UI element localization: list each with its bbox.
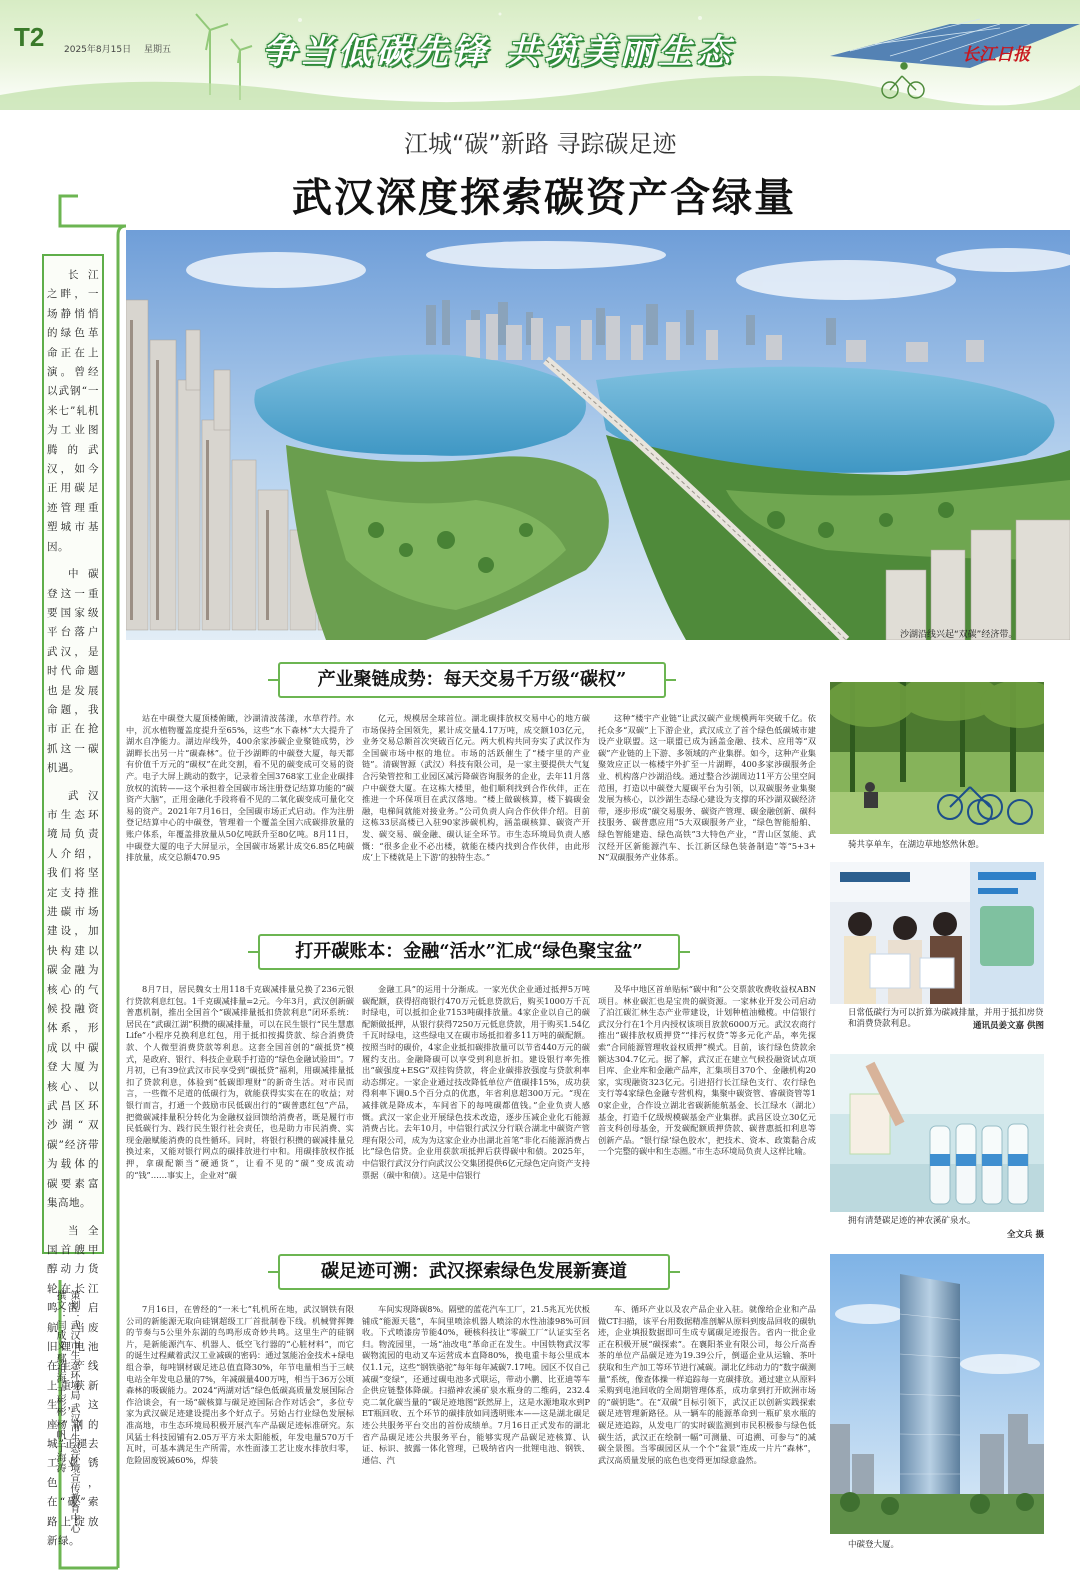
section-1-column-2-text: 亿元，规模居全球首位。湖北碳排放权交易中心的地方碳市场保持全国领先，累计成交量4.17万吨，成交额103亿元，业务交易总额首次突破百亿元。两大机构共同夯实了武汉作为全国碳市场中枢的地位。市场的活跃催生了“楼宇里的产业链”。清碳智源（武汉）科技有限公司，是一家主要提供大气复合污染管控和工业园区减污降碳咨询服务的企业，去年11月落户中碳登大厦。在这栋大楼里，他们顺利找到合作伙伴，正在推进一个环保项目在武汉落地。“楼上做碳核算，楼下搞碳金融，电梯间就能对接业务。”公司负责人向合作伙伴介绍。目前这栋33层高楼已入驻90家涉碳机构，涵盖碳核算、碳资产开发、碳交易、碳金融、碳认证全环节。市生态环境局负责人感慨：“很多企业不必出楼，就能在楼内找到合作伙伴，由此形成‘上下楼就是上下游’的独特生态。” xyxy=(362,713,590,863)
section-title: 争当低碳先锋 共筑美丽生态 xyxy=(262,32,734,72)
section-3-column-3 xyxy=(598,1304,816,1568)
section-2-column-3-text: 及华中地区首单贴标“碳中和”公交票款收费收益权ABN项目。林业碳汇也是宝贵的碳资源。一家林业开发公司启动了泊江碳汇林生态产业带建设，计划种植油橄榄。中信银行武汉分行在1个月内授权该项目放款6000万元。武汉农商行推出“碳排放权质押贷”“排污权贷”等多元化产品，率先探索“合同能源管理收益权质押”模式。目前，该行绿色贷款余额达304.7亿元。据了解，武汉正在建立气候投融资试点项目库、企业库和金融产品库，汇集项目370个、金融机构20家，实现融资323亿元。引进招行长江绿色支行、农行绿色支行等4家绿色金融专营机构，集聚中碳资管、睿碳资管等10家企业，合作设立湖北省碳新能航基金、长江绿水（湖北）基金，打造千亿级规模碳基金产业集群。武昌区设立30亿元首支科创母基金，开发碳配额质押贷款、碳普惠抵扣利息等创新产品。“银行绿‘绿色胶水’，把技术、资本、政策黏合成一个完整的碳中和生态圈。”市生态环境局负责人这样比喻。 xyxy=(598,984,816,1157)
photo-carbon-registry-tower-illustration xyxy=(830,1254,1044,1534)
photo-mineral-water xyxy=(830,1054,1044,1212)
section-1-column-1-text: 站在中碳登大厦顶楼俯瞰，沙湖清波荡漾，水草荇荇。水中，沉水植物覆盖度提升至65%，这些“水下森林”大大提升了湖水自净能力。湖边岸线外，400余家涉碳企业聚链成势，沙湖畔长出另一片“碳森林”。位于沙湖畔的中碳登大厦，每天都有价值千万元的“碳权”在此交割，看不见的碳变成可交易的资产。电子大屏上跳动的数字，记录着全国3768家工业企业碳排放权的流转——这个承担着全国碳市场注册登记结算功能的“碳资产大脑”，正用金融化手段将看不见的二氧化碳变成可量化交易的资产。2021年7月16日，全国碳市场正式启动。作为注册登记结算中心的中碳登，管理着一个覆盖全国六成碳排放量的账户体系，年覆盖排放量从50亿吨跃升至80亿吨。8月11日，中碳登大厦的电子大屏显示，全国碳市场累计成交6.85亿吨碳排放量，成交总额470.95 xyxy=(126,713,354,863)
section-3-column-2-text: 车间实现降碳8%。隔壁的蓝花汽车工厂，21.5兆瓦光伏板铺成“能源天毯”，车间里喷涂机器人喷涂的水性油漆98%可回收。下式喷漆房节能40%，硬核科技让“零碳工厂”认证实至名归。物流园里，一场“油改电”革命正在发生。中国铁物武汉零碳物流园的电动叉车运营成本直降80%，换电重卡每公里成本仅1.1元，这些“钢铁骆驼”每年每年减碳7.17吨。园区不仅自己减碳“变绿”，还通过碳电池多式联运，带动小鹏、比亚迪等车企供应链整体降碳。扫描神农溪矿泉水瓶身的二维码，232.4克二氧化碳当量的“碳足迹地图”跃然屏上，这是水源地取水到PET瓶回收、五个环节的碳排放如同透明账本——这是湖北碳足迹公共服务平台交出的首份成绩单。7月16日正式发布的湖北省产品碳足迹公共服务平台，能够实现产品碳足迹核算、认证、标识、披露一体化管理，已吸纳省内一批锂电池、钢铁、通信、汽 xyxy=(362,1304,590,1465)
section-3-column-1 xyxy=(126,1304,354,1568)
section-1-column-3 xyxy=(598,713,816,919)
hero-photo-lake-city xyxy=(126,230,1070,640)
section-1-column-3-text: 这种“楼宇产业链”让武汉碳产业规模两年突破千亿。依托众多“双碳”上下游企业，武汉成立了首个绿色低碳城市建设产业联盟。这一联盟已成为涵盖金融、技术、应用等“双碳”产业链的上下游、多领域的产业集群。如今，这种产业集聚效应正以一栋楼宇外扩至一片湖畔，400多家涉碳服务企业、机构落户沙湖沿线。通过整合沙湖周边11平方公里空间范围，打造以中碳登大厦碳平台为引领，以双碳服务业集聚发展为核心，以沙湖生态绿心建设为支撑的环沙湖双碳经济带，逐步形成“碳交易服务、碳资产管理、碳金融创新、碳科技服务、碳普惠应用”5大双碳服务产业，“绿色智能船舶、绿色智能建造、绿色高铁”3大特色产业，“青山区氢能、武汉经开区新能源汽车、长江新区绿色装备制造”等“5+3+N”双碳服务产业体系。 xyxy=(598,713,816,863)
photo-mineral-water-credit: 全文兵 摄 xyxy=(1007,1230,1044,1240)
section-1-column-1 xyxy=(126,713,354,919)
section-1-column-2 xyxy=(362,713,590,919)
photo-carbon-credit-promotion-illustration xyxy=(830,862,1044,1004)
photo-shared-bikes-caption: 骑共享单车，在湖边草地悠然休憩。 xyxy=(848,840,985,850)
article-subheadline: 江城“碳”新路 寻踪碳足迹 xyxy=(404,130,677,158)
photo-tower-caption: 中碳登大厦。 xyxy=(848,1540,900,1550)
page-number: T2 xyxy=(14,22,45,52)
page-date: 2025年8月15日 xyxy=(64,45,132,55)
section-1-heading: 产业聚链成势：每天交易千万级“碳权” xyxy=(278,662,666,698)
section-3-column-3-text: 车、循环产业以及农产品企业入驻。就像给企业和产品做CT扫描，该平台用数据精准剖解从原料到废品回收的碳轨迹，企业填报数据即可生成专属碳足迹报告。省内一批企业正在积极开展“碳探索”。在襄阳茶业有限公司，每公斤高香茶的单位产品碳足迹为19.39公斤，倒逼企业从运输、茶叶获取和生产加工等环节进行减碳。湖北亿纬动力的“数字碳测量”系统，像查体操一样追踪每一克碳排放。通过建立从原料采购到电池回收的全周期管理体系，成功拿到打开欧洲市场的“碳钥匙”。在“双碳”目标引领下，武汉正以创新实践探索碳足迹管理新路径。从一辆车的能源革命到一瓶矿泉水瓶的碳足迹追踪，从发电厂的实时碳监测到市民积极参与绿色低碳生活，武汉正在绘制一幅“可测量、可追溯、可参与”的减碳全景图。当零碳园区从一个个“盆景”连成一片片“森林”，武汉高质量发展的底色也变得更加绿意盎然。 xyxy=(598,1304,816,1465)
section-2-column-2 xyxy=(362,984,590,1240)
section-2-column-1 xyxy=(126,984,354,1240)
photo-carbon-credit-credit: 通讯员姜文嘉 供图 xyxy=(973,1021,1044,1031)
section-3-heading: 碳足迹可溯：武汉探索绿色发展新赛道 xyxy=(278,1254,670,1290)
hero-photo-caption: 沙湖沿线兴起“双碳”经济带。 xyxy=(900,630,1018,640)
sidebar-paragraph: 武汉市生态环境局负责人介绍，我们将坚定支持推进碳市场建设，加快构建以碳金融为核心的气候投融资体系，形成以中碳登大厦为核心、以武昌区环沙湖“双碳”经济带为载体的碳要素富集高地。 xyxy=(47,789,99,1210)
photo-shared-bikes xyxy=(830,682,1044,834)
photo-mineral-water-caption: 拥有清楚碳足迹的神农溪矿泉水。 xyxy=(848,1216,976,1226)
photo-carbon-credit-promotion xyxy=(830,862,1044,1004)
section-3-column-1-text: 7月16日，在曾经的“一米七”轧机所在地，武汉钢铁有限公司的新能源无取向硅钢超级工厂首批制卷下线。机械臂挥舞的节奏与5公里外东湖的鸟鸣形成奇妙共鸣。这里生产的硅钢片，是新能源汽车、机器人、低空飞行器的“心脏材料”，而它的诞生过程藏着武汉工业减碳的密码：通过氢能冶金技术+绿电组合拳，每吨钢材碳足迹总值直降30%，年节电量相当于三峡电站全年发电总量的7%，年减碳量400万吨，相当于36万公顷森林的吸碳能力。2024“两湖对话”绿色低碳高质量发展国际合作洽谈会，有一场“碳核算与碳足迹国际合作对话会”，多位专家为武汉碳足迹建设提出多个好点子。另始占行业绿色发展标准高地，市生态环境局积极开展汽车产品碳足迹标准研究。东风猛士科技园铺有2.05万平方米太阳能板，年发电量570万千瓦时，可基本满足生产所需，水性面漆工艺让废水排放归零，危险固废锐减60%，焊装 xyxy=(126,1304,354,1465)
section-2-column-1-text: 8月7日，居民魏女士用118千克碳减排量兑换了236元银行贷款利息红包。1千克碳减排量=2元。今年3月，武汉创新碳普惠机制，推出全国首个“碳减排量抵扣贷款利息”闭环系统：居民在“武碳江湖”积攒的碳减排量，可以在民生银行“民生慧惠Life”小程序兑换利息红包，用于抵扣按揭贷款、综合消费贷款、个人微型消费贷款等利息。这套全国首创的“碳抵贷”模式，是政府、银行、科技企业联手打造的“绿色金融试验田”。7月初，已有39位武汉市民享受到“碳抵贷”福利，用碳减排量抵扣了贷款利息，体验到“低碳即理财”的新奇生活。对市民而言，一些微不足道的低碳行为，就能获得实实在在的收益；对银行而言，打通一个鼓励市民低碳出行的“碳普惠红包”产品，把微碳减排量积分转化为金融权益回馈给消费者，既是履行市民低碳行为、践行民生银行社会责任，也是助力市民消费、实现金融赋能消费的良性循环。同时，将银行积攒的碳减排量兑换过来，又能对银行网点的碳排放进行中和。用碳排放权作抵押，拿碳配额当“硬通货”，让看不见的“碳”变成流动的“钱”……事实上，企业对“碳 xyxy=(126,984,354,1180)
sidebar-paragraph: 长江之畔，一场静悄悄的绿色革命正在上演。曾经以武钢“一米七”轧机为工业图腾的武汉，如今正用碳足迹管理重塑城市基因。 xyxy=(47,269,99,553)
photo-carbon-registry-tower xyxy=(830,1254,1044,1534)
sidebar-paragraph: 当全国首艘甲醇动力货轮在长江鸣笛启航，当废旧锂电池在生产线上重获新生，这座“钢的城”正褪去工业锈色，在“碳”索路上绽放新绿。 xyxy=(47,1224,99,1547)
section-2-heading: 打开碳账本：金融“活水”汇成“绿色聚宝盆” xyxy=(258,934,680,970)
sidebar-paragraph: 中碳登这一重要国家级平台落户武汉，是时代命题也是发展命题，我市正在抢抓这一碳机遇。 xyxy=(47,568,99,775)
page-weekday: 星期五 xyxy=(144,45,172,55)
hero-photo-illustration xyxy=(126,230,1070,640)
photo-mineral-water-illustration xyxy=(830,1054,1044,1212)
section-2-column-3 xyxy=(598,984,816,1240)
photo-carbon-credit-caption: 日常低碳行为可以折算为碳减排量，并用于抵扣房贷和消费贷款利息。 xyxy=(848,1008,1044,1029)
section-2-column-2-text: 金融工具”的运用十分渐成。一家光伏企业通过抵押5万吨碳配额，获得招商银行470万元低息贷款后，购买1000万千瓦时绿电，可以抵扣企业7153吨碳排放量。4家企业以自己的碳配额做抵押，从银行获得7250万元低息贷款，用于购买1.54亿千瓦时绿电，这些绿电又在碳市场抵扣着多11万吨的碳配额。按照当时的碳价，4家企业抵扣碳排放量可以节省440万元的碳履约支出。金融降碳可以享受到利息折扣。建设银行率先推出“碳强度+ESG”双挂钩贷款，将企业碳排放强度与贷款利率动态绑定。一家企业通过技改降低单位产值碳排15%，成功获得利率下调0.5个百分点的优惠，年省利息超300万元。“现在减排就是降成本，车间省下的每吨碳都值钱。”企业负责人感慨。武汉一家企业开展绿色技术改造，逐步压减企业化石能源消费占比。去年10月，中信银行武汉分行联合湖北中碳资产管理有限公司，成为为这家企业办出湖北首笔“非化石能源消费占比”绿色信贷。企业用获款项抵押后获得碳中和债。2025年，中信银行武汉分行向武汉公交集团提供6亿元绿色定向资产支持票据（碳中和债）。这是中信银行 xyxy=(362,984,590,1180)
article-credits: 策划：武汉市生态环境局 武汉市生态环境宣传教育中心 撰文：闫成义 鄢祖海 王彬彬 杨帆 于海涛 xyxy=(54,1290,79,1534)
section-3-column-2 xyxy=(362,1304,590,1568)
newspaper-logo: 长江日报 xyxy=(962,45,1030,65)
article-headline: 武汉深度探索碳资产含绿量 xyxy=(292,174,796,221)
photo-shared-bikes-illustration xyxy=(830,682,1044,834)
